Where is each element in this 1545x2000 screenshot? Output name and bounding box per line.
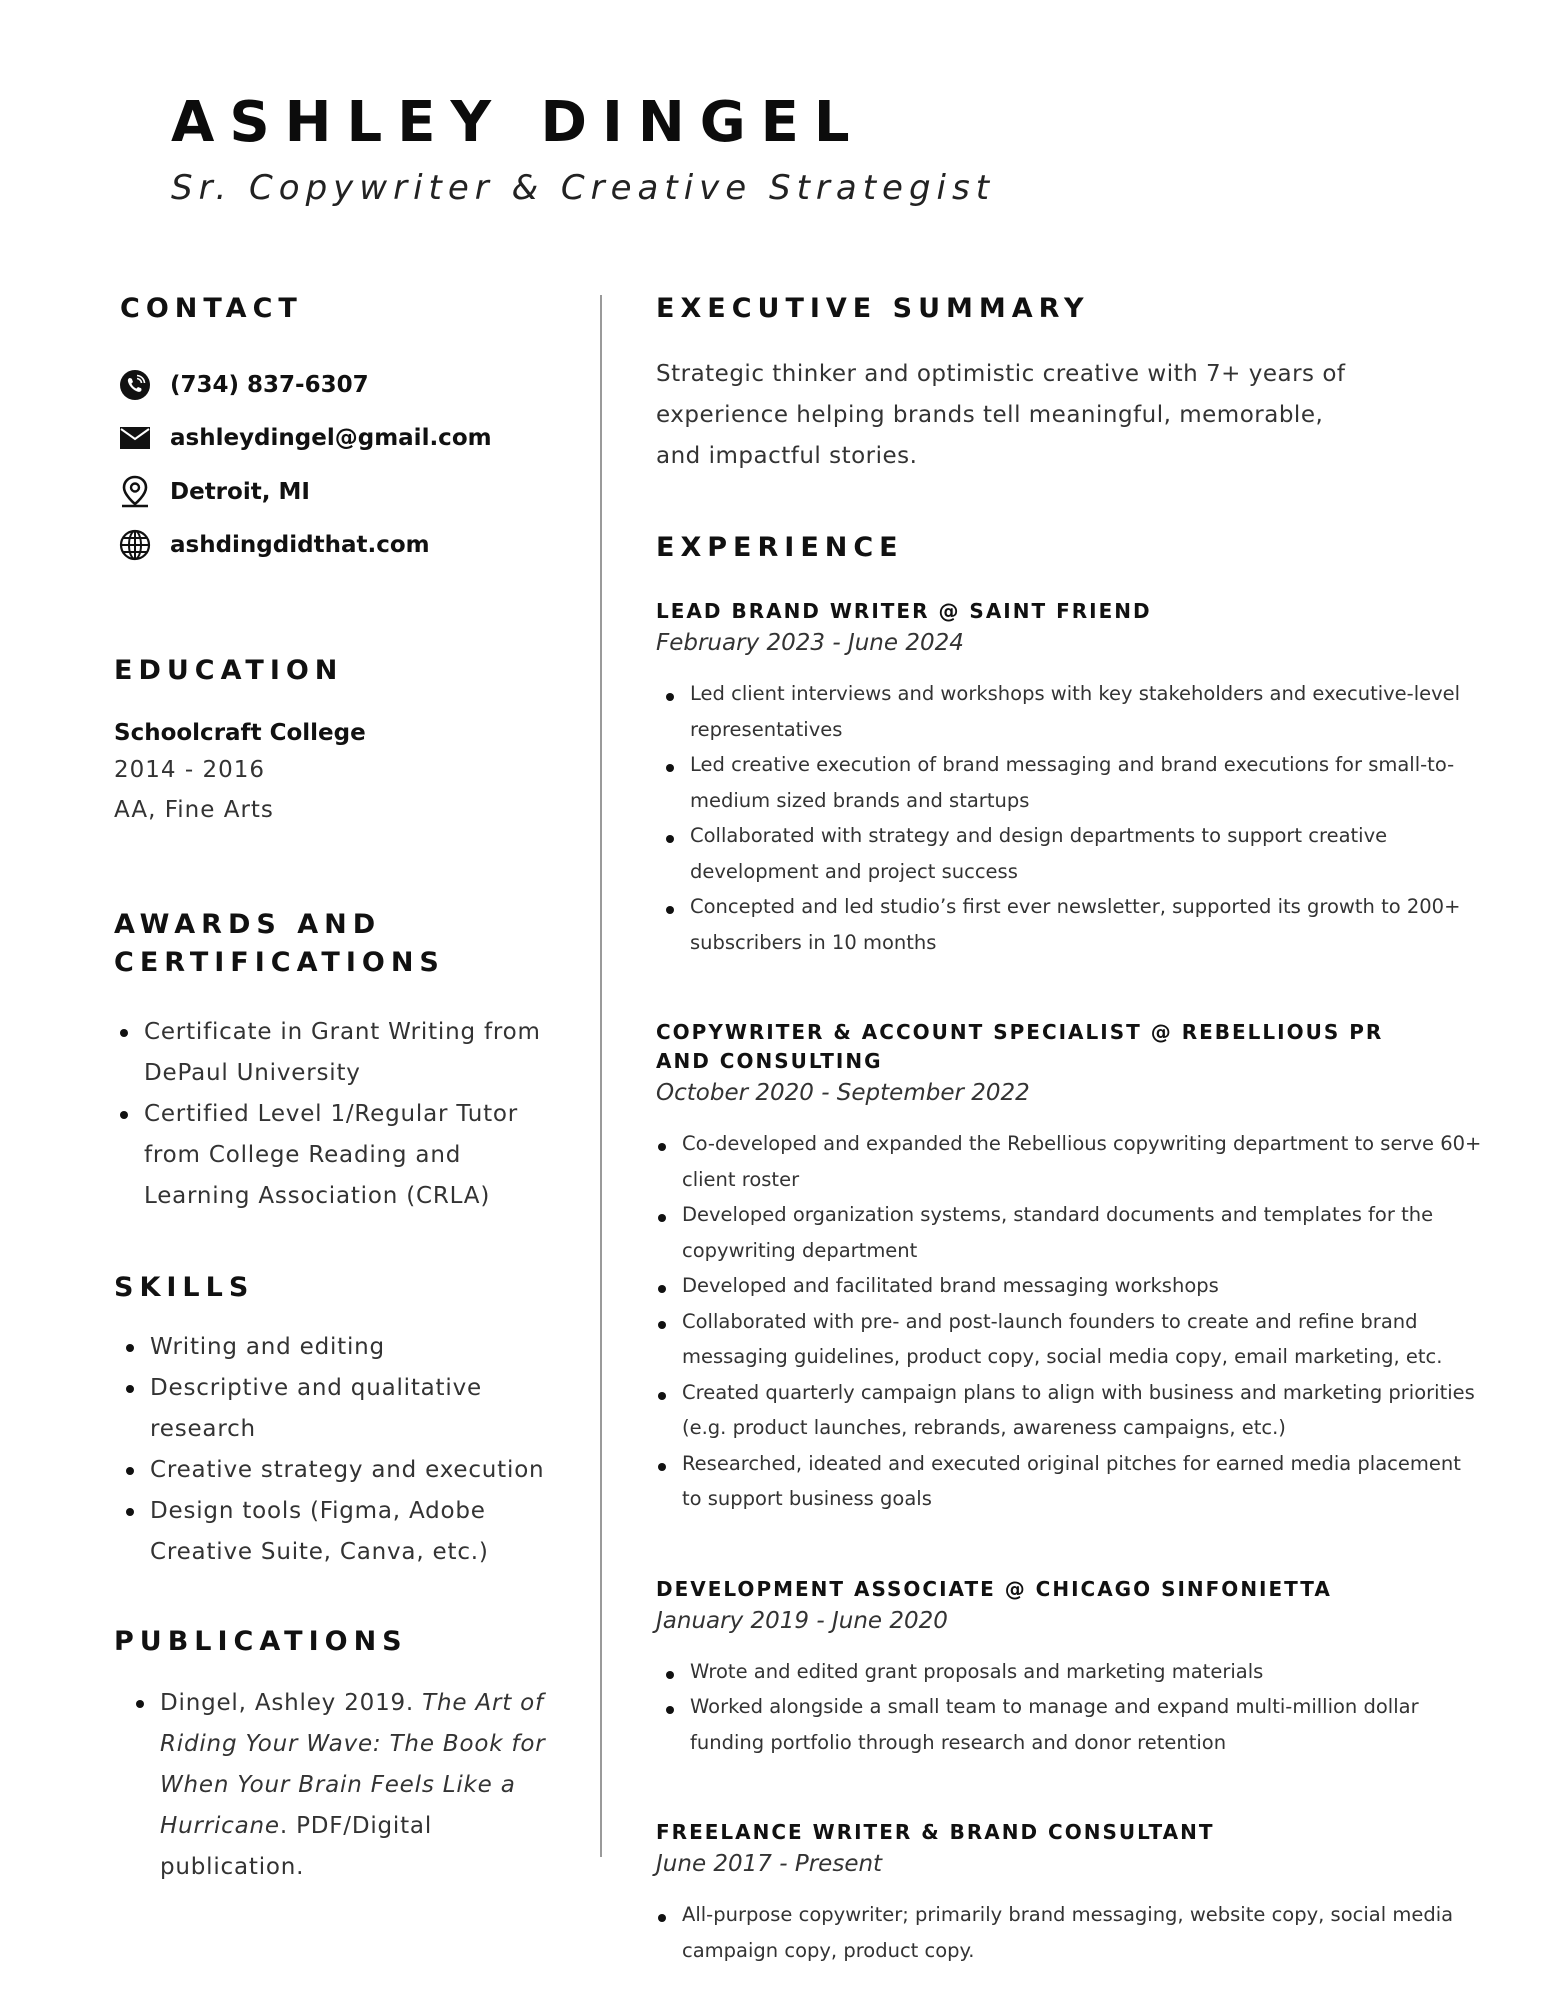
list-item: Co-developed and expanded the Rebellious copywriting department to serve 60+ client roster: [682, 1126, 1486, 1197]
contact-location: [114, 465, 574, 519]
list-item: Collaborated with pre- and post-launch founders to create and refine brand messaging guidelines, product copy, social media copy, email marketing, etc.: [682, 1304, 1486, 1375]
education-heading: EDUCATION: [114, 655, 344, 686]
experience-heading: EXPERIENCE: [656, 532, 904, 563]
skills-list: [114, 1327, 574, 1573]
location-text: Detroit, MI: [170, 478, 310, 505]
list-item: Descriptive and qualitative research: [150, 1368, 574, 1450]
publication-title: The Art of Riding Your Wave: The Book for When Your Brain Feels Like a Hurricane: [160, 1690, 546, 1839]
job-title: DEVELOPMENT ASSOCIATE @ CHICAGO SINFONIETTA: [656, 1576, 1332, 1601]
contact-email: [114, 412, 574, 466]
list-item: Developed organization systems, standard documents and templates for the copywriting department: [682, 1197, 1486, 1268]
list-item: Certificate in Grant Writing from DePaul University: [144, 1012, 574, 1094]
awards-heading-line2: CERTIFICATIONS: [114, 947, 445, 978]
list-item: All-purpose copywriter; primarily brand messaging, website copy, social media campaign copy, product copy.: [682, 1897, 1486, 1968]
awards-list: [114, 1012, 574, 1217]
job-title: LEAD BRAND WRITER @ SAINT FRIEND: [656, 599, 1152, 623]
list-item: Wrote and edited grant proposals and marketing materials: [690, 1654, 1486, 1690]
phone-number[interactable]: (734) 837-6307: [170, 371, 369, 398]
list-item: [160, 1683, 574, 1888]
job-title: COPYWRITER & ACCOUNT SPECIALIST @ REBELLIOUS PR AND CONSULTING: [656, 1020, 1384, 1073]
email-address[interactable]: ashleydingel@gmail.com: [170, 425, 492, 452]
education-school: Schoolcraft College: [114, 720, 366, 746]
job-title: FREELANCE WRITER & BRAND CONSULTANT: [656, 1820, 1215, 1844]
job-dates: February 2023 - June 2024: [656, 630, 964, 656]
summary-text: Strategic thinker and optimistic creative with 7+ years of experience helping brands tell meaningful, memorable, and impactful stories.: [656, 361, 1346, 469]
job-entry: [656, 1818, 1506, 1968]
contact-phone: [114, 358, 574, 412]
list-item: Led creative execution of brand messaging and brand executions for small-to-medium sized brands and startups: [690, 747, 1486, 818]
publications-list: [114, 1683, 574, 1888]
publications-heading: PUBLICATIONS: [114, 1626, 408, 1657]
list-item: Creative strategy and execution: [150, 1450, 574, 1491]
list-item: Led client interviews and workshops with key stakeholders and executive-level representatives: [690, 676, 1486, 747]
list-item: Design tools (Figma, Adobe Creative Suite, Canva, etc.): [150, 1491, 574, 1573]
left-column: [114, 290, 574, 1888]
job-bullets: [656, 1126, 1486, 1517]
skills-heading: SKILLS: [114, 1272, 255, 1303]
job-bullets: [656, 676, 1486, 960]
summary-heading: EXECUTIVE SUMMARY: [656, 293, 1090, 324]
job-entry: [656, 1018, 1506, 1517]
job-dates: June 2017 - Present: [656, 1851, 883, 1877]
contact-list: [114, 358, 574, 572]
list-item: Collaborated with strategy and design departments to support creative development and project success: [690, 818, 1486, 889]
publication-format: . PDF/Digital publication.: [160, 1813, 433, 1880]
location-pin-icon: [118, 475, 152, 509]
job-entry: [656, 597, 1506, 960]
list-item: Worked alongside a small team to manage and expand multi-million dollar funding portfolio through research and donor retention: [690, 1689, 1486, 1760]
globe-icon: [118, 528, 152, 562]
phone-icon: [118, 368, 152, 402]
publication-author: Dingel, Ashley 2019.: [160, 1690, 423, 1716]
list-item: Developed and facilitated brand messaging workshops: [682, 1268, 1486, 1304]
list-item: Concepted and led studio’s first ever newsletter, supported its growth to 200+ subscribers in 10 months: [690, 889, 1486, 960]
right-column: [656, 290, 1506, 1968]
resume-name: ASHLEY DINGEL: [171, 90, 865, 155]
column-divider: [600, 295, 602, 1857]
job-bullets: [656, 1654, 1486, 1761]
job-dates: October 2020 - September 2022: [656, 1080, 1030, 1106]
mail-icon: [118, 421, 152, 455]
job-dates: January 2019 - June 2020: [656, 1607, 948, 1634]
list-item: Created quarterly campaign plans to align with business and marketing priorities (e.g. product launches, rebrands, awareness campaigns, etc.): [682, 1375, 1486, 1446]
awards-heading-line1: AWARDS AND: [114, 909, 382, 940]
education-degree: AA, Fine Arts: [114, 797, 274, 823]
job-bullets: [656, 1897, 1486, 1968]
contact-website: [114, 519, 574, 573]
list-item: Writing and editing: [150, 1327, 574, 1368]
job-entry: [656, 1575, 1506, 1761]
education-years: 2014 - 2016: [114, 757, 265, 783]
website-link[interactable]: ashdingdidthat.com: [170, 532, 430, 559]
list-item: Researched, ideated and executed original pitches for earned media placement to support business goals: [682, 1446, 1486, 1517]
contact-heading: CONTACT: [120, 293, 303, 324]
resume-job-title: Sr. Copywriter & Creative Strategist: [171, 168, 996, 208]
awards-heading: [114, 906, 574, 982]
list-item: Certified Level 1/Regular Tutor from College Reading and Learning Association (CRLA): [144, 1094, 574, 1217]
